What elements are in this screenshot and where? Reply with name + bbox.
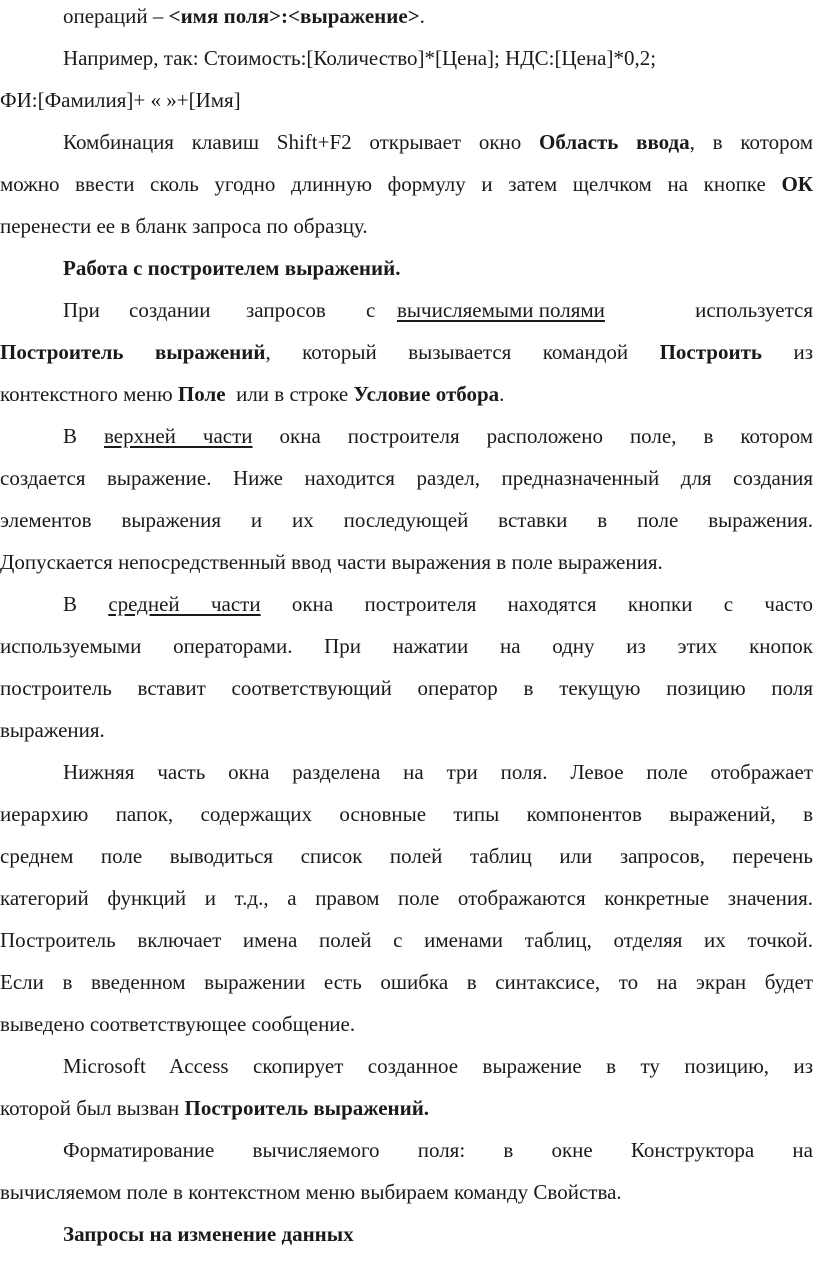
paragraph-line: перенести ее в бланк запроса по образцу.	[0, 214, 368, 238]
text-run: В	[63, 424, 104, 448]
paragraph-line	[63, 424, 813, 448]
paragraph-line: иерархию папок, содержащих основные типы компонентов выражений, в	[0, 802, 813, 826]
text-run: запросов	[246, 298, 326, 322]
heading-text: Запросы на изменение данных	[63, 1222, 354, 1246]
underlined-term: вычисляемыми полями	[397, 298, 605, 322]
text-run: можно ввести сколь угодно длинную формулу и затем щелчком на кнопке	[0, 172, 782, 196]
text-run: При	[63, 298, 100, 322]
paragraph-line	[0, 340, 813, 364]
bold-term: Построитель выражений.	[184, 1096, 430, 1120]
paragraph-line	[63, 592, 813, 616]
paragraph-line: построитель вставит соответствующий оператор в текущую позицию поля	[0, 676, 813, 700]
text-run: с	[366, 298, 376, 322]
example-line: Например, так: Стоимость:[Количество]*[Цена]; НДС:[Цена]*0,2;	[63, 46, 657, 70]
bold-term: Построить	[659, 340, 763, 364]
paragraph-line: Если в введенном выражении есть ошибка в синтаксисе, то на экран будет	[0, 970, 813, 994]
paragraph-line: Форматирование вычисляемого поля: в окне Конструктора на	[63, 1138, 813, 1162]
paragraph-line	[0, 382, 813, 406]
text-run: операций –	[63, 4, 169, 28]
paragraph-line: Microsoft Access скопирует созданное выражение в ту позицию, из	[63, 1054, 813, 1078]
paragraph-line	[0, 1096, 813, 1120]
text-run: из	[762, 340, 813, 364]
paragraph-line: Построитель включает имена полей с именами таблиц, отделяя их точкой.	[0, 928, 813, 952]
bold-term: ОК	[781, 172, 813, 196]
text-run: контекстного меню	[0, 382, 178, 406]
text-run: , который вызывается командой	[265, 340, 660, 364]
paragraph-line	[0, 172, 813, 196]
text-run: создании	[129, 298, 211, 322]
text-run: , в котором	[689, 130, 813, 154]
paragraph-line: среднем поле выводиться список полей таблиц или запросов, перечень	[0, 844, 813, 868]
paragraph-line: Нижняя часть окна разделена на три поля. Левое поле отображает	[63, 760, 813, 784]
paragraph-line: элементов выражения и их последующей вставки в поле выражения.	[0, 508, 813, 532]
bold-term: Поле	[177, 382, 226, 406]
text-run: .	[499, 382, 505, 406]
text-run: .	[419, 4, 425, 28]
bold-term: Условие отбора	[353, 382, 500, 406]
underlined-term: верхней части	[104, 424, 253, 448]
underlined-term: средней части	[108, 592, 261, 616]
paragraph-line: создается выражение. Ниже находится раздел, предназначенный для создания	[0, 466, 813, 490]
section-heading	[63, 256, 813, 280]
paragraph-line: выведено соответствующее сообщение.	[0, 1012, 356, 1036]
text-line	[63, 4, 813, 28]
paragraph-line	[63, 130, 813, 154]
text-run: Комбинация клавиш Shift+F2 открывает окно	[63, 130, 540, 154]
bold-term: Построитель выражений	[0, 340, 266, 364]
paragraph-line: категорий функций и т.д., а правом поле отображаются конкретные значения.	[0, 886, 813, 910]
text-run: или в строке	[225, 382, 354, 406]
text-run: В	[63, 592, 109, 616]
paragraph-line: выражения.	[0, 718, 105, 742]
bold-term: Область ввода	[539, 130, 690, 154]
text-run: окна построителя находятся кнопки с часто	[260, 592, 814, 616]
section-heading	[63, 1222, 813, 1246]
paragraph-line: вычисляемом поле в контекстном меню выбираем команду Свойства.	[0, 1180, 622, 1204]
example-line: ФИ:[Фамилия]+ « »+[Имя]	[0, 88, 241, 112]
text-run: окна построителя расположено поле, в котором	[252, 424, 813, 448]
paragraph-line: Допускается непосредственный ввод части выражения в поле выражения.	[0, 550, 663, 574]
paragraph-line: используемыми операторами. При нажатии на одну из этих кнопок	[0, 634, 813, 658]
heading-text: Работа с построителем выражений.	[63, 256, 401, 280]
text-run: используется	[695, 298, 813, 322]
syntax-bold: <имя поля>:<выражение>	[168, 4, 420, 28]
text-run: которой был вызван	[0, 1096, 185, 1120]
